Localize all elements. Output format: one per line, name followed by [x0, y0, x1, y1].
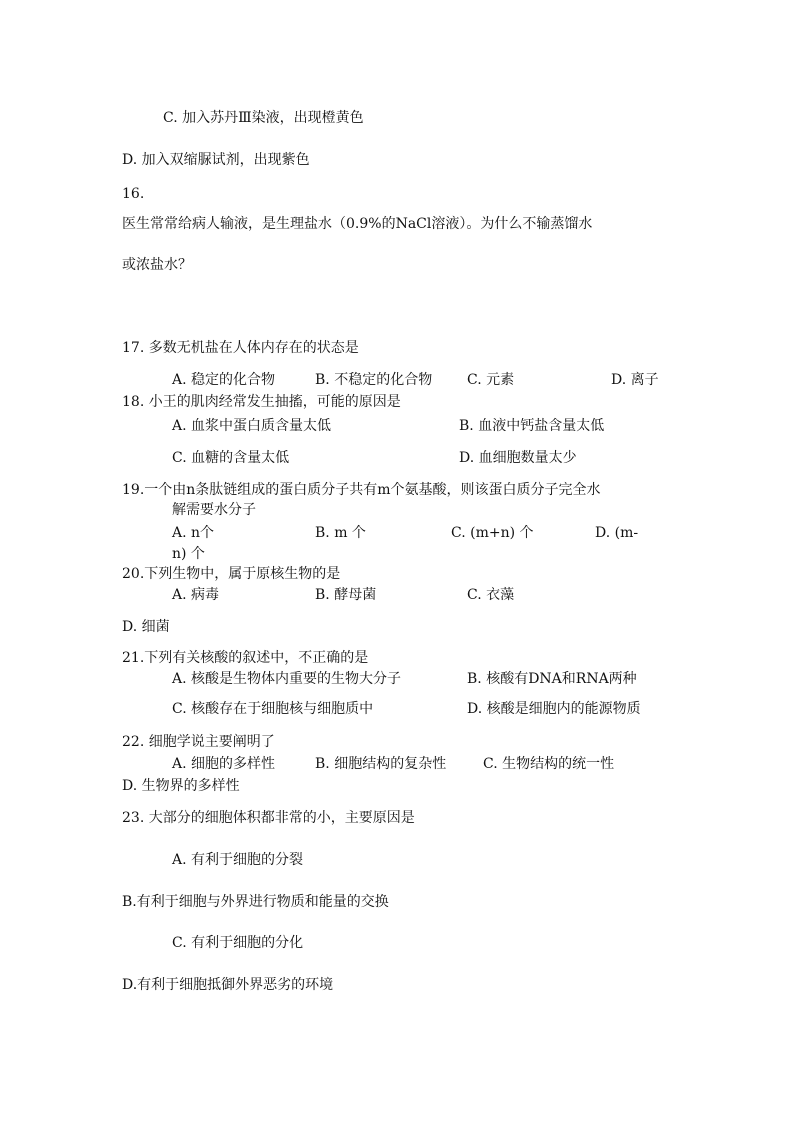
q22-option-d: D. 生物界的多样性: [122, 778, 240, 794]
q18-option-c: C. 血糖的含量太低: [172, 450, 290, 466]
q17-option-d: D. 离子: [611, 372, 659, 388]
q19-option-b: B. m 个: [315, 525, 366, 541]
q17-option-c: C. 元素: [467, 372, 515, 388]
q22-option-b: B. 细胞结构的复杂性: [315, 756, 447, 772]
q21-option-b: B. 核酸有DNA和RNA两种: [467, 671, 637, 687]
q17-stem: 17. 多数无机盐在人体内存在的状态是: [122, 340, 359, 356]
q17-option-b: B. 不稳定的化合物: [315, 372, 433, 388]
q23-option-a: A. 有利于细胞的分裂: [172, 852, 304, 868]
q23-option-d: D.有利于细胞抵御外界恶劣的环境: [122, 977, 334, 993]
q20-option-a: A. 病毒: [172, 587, 220, 603]
q16-number: 16.: [122, 186, 145, 202]
q21-stem: 21.下列有关核酸的叙述中，不正确的是: [122, 650, 369, 666]
q21-option-a: A. 核酸是生物体内重要的生物大分子: [172, 671, 402, 687]
q19-option-d: D. (m-: [595, 525, 639, 541]
q23-option-c: C. 有利于细胞的分化: [172, 935, 304, 951]
q20-option-c: C. 衣藻: [467, 587, 515, 603]
q21-option-d: D. 核酸是细胞内的能源物质: [467, 701, 641, 717]
q19-stem-line2: 解需要水分子: [172, 502, 256, 518]
q21-option-c: C. 核酸存在于细胞核与细胞质中: [172, 701, 374, 717]
q22-option-c: C. 生物结构的统一性: [483, 756, 615, 772]
q22-option-a: A. 细胞的多样性: [172, 756, 276, 772]
q19-option-d-cont: n) 个: [172, 546, 205, 562]
q15-option-c: C. 加入苏丹Ⅲ染液，出现橙黄色: [163, 110, 364, 126]
q22-stem: 22. 细胞学说主要阐明了: [122, 734, 275, 750]
q23-stem: 23. 大部分的细胞体积都非常的小，主要原因是: [122, 810, 415, 826]
q20-stem: 20.下列生物中，属于原核生物的是: [122, 566, 341, 582]
q18-option-d: D. 血细胞数量太少: [459, 450, 577, 466]
q16-text-line1: 医生常常给病人输液，是生理盐水（0.9%的NaCl溶液）。为什么不输蒸馏水: [122, 216, 593, 232]
q19-option-c: C. (m+n) 个: [451, 525, 534, 541]
q16-text-line2: 或浓盐水？: [122, 257, 192, 273]
q15-option-d: D. 加入双缩脲试剂，出现紫色: [122, 152, 310, 168]
q23-option-b: B.有利于细胞与外界进行物质和能量的交换: [122, 894, 389, 910]
q20-option-b: B. 酵母菌: [315, 587, 377, 603]
q20-option-d: D. 细菌: [122, 619, 170, 635]
q18-option-b: B. 血液中钙盐含量太低: [459, 418, 605, 434]
q18-option-a: A. 血浆中蛋白质含量太低: [172, 418, 332, 434]
q19-stem-line1: 19.一个由n条肽链组成的蛋白质分子共有m个氨基酸，则该蛋白质分子完全水: [122, 482, 601, 498]
q17-option-a: A. 稳定的化合物: [172, 372, 276, 388]
q19-option-a: A. n个: [172, 525, 215, 541]
q18-stem: 18. 小王的肌肉经常发生抽搐，可能的原因是: [122, 394, 401, 410]
